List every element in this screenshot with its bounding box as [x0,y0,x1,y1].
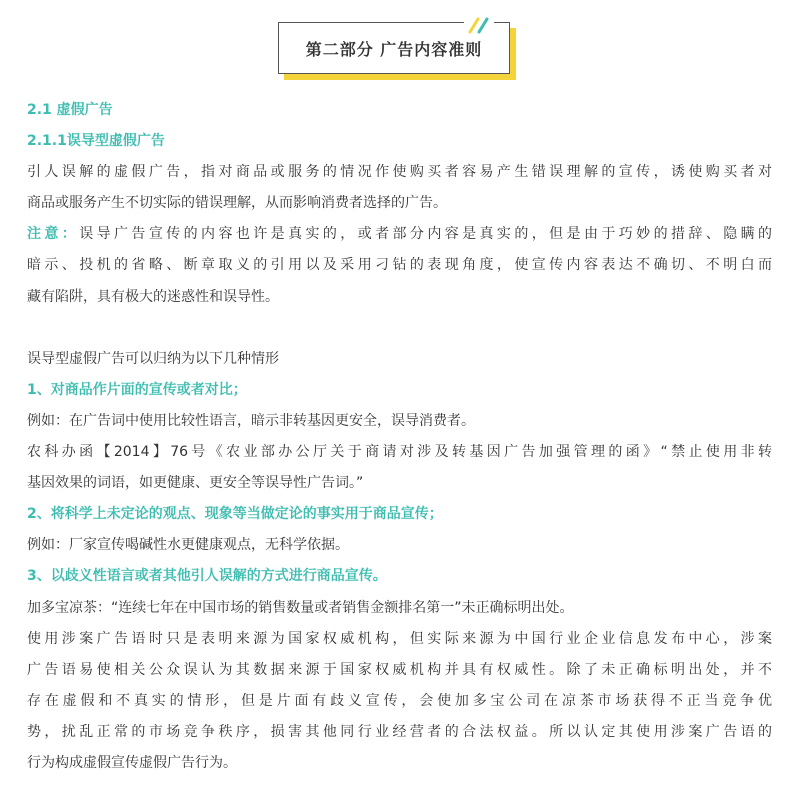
note-text: 误导广告宣传的内容也许是真实的，或者部分内容是真实的，但是由于巧妙的措辞、隐瞒的 [79,226,772,243]
paragraph-line: 例如：厂家宣传喝碱性水更健康观点，无科学依据。 [27,537,349,554]
item-heading-2: 2、将科学上未定论的观点、现象等当做定论的事实用于商品宣传； [27,506,443,523]
paragraph-line: 存在虚假和不真实的情形，但是片面有歧义宣传，会使加多宝公司在凉茶市场获得不正当竞争优 [27,692,772,709]
paragraph-line: 加多宝凉茶：“连续七年在中国市场的销售数量或者销售金额排名第一”未正确标明出处。 [27,599,574,616]
paragraph-line: 暗示、投机的省略、断章取义的引用以及采用刁钻的表现角度，使宣传内容表达不确切、不明白而 [27,257,772,274]
paragraph-line: 商品或服务产生不切实际的错误理解，从而影响消费者选择的广告。 [27,195,447,212]
blank-line [27,313,772,344]
paragraph-line: 误导型虚假广告可以归纳为以下几种情形 [27,350,279,367]
paragraph-line: 农科办函【2014】76号《农业部办公厅关于商请对涉及转基因广告加强管理的函》“禁止使用非转 [27,444,772,461]
item-heading-1: 1、对商品作片面的宣传或者对比； [27,381,247,398]
double-slash-icon [464,16,494,34]
section-title-box [278,22,518,82]
article-body [27,95,772,779]
item-heading-3: 3、以歧义性语言或者其他引人误解的方式进行商品宣传。 [27,568,387,585]
section-title: 第二部分 广告内容准则 [278,22,510,74]
note-line [27,219,772,250]
paragraph-line: 行为构成虚假宣传虚假广告行为。 [27,754,237,771]
paragraph-line: 例如：在广告词中使用比较性语言，暗示非转基因更安全，误导消费者。 [27,412,475,429]
paragraph-line: 广告语易使相关公众误认为其数据来源于国家权威机构并具有权威性。除了未正确标明出处，并不 [27,661,772,678]
paragraph-line: 基因效果的词语，如更健康、更安全等误导性广告词。” [27,475,364,492]
heading-2-1-1: 2.1.1误导型虚假广告 [27,133,165,150]
note-label: 注意： [27,226,80,243]
heading-2-1: 2.1 虚假广告 [27,102,113,118]
paragraph-line: 势，扰乱正常的市场竞争秩序，损害其他同行业经营者的合法权益。所以认定其使用涉案广告语的 [27,723,772,740]
paragraph-line: 藏有陷阱，具有极大的迷惑性和误导性。 [27,288,279,305]
paragraph-line: 引人误解的虚假广告，指对商品或服务的情况作使购买者容易产生错误理解的宣传，诱使购买者对 [27,164,772,181]
paragraph-line: 使用涉案广告语时只是表明来源为国家权威机构，但实际来源为中国行业企业信息发布中心，涉案 [27,630,772,647]
